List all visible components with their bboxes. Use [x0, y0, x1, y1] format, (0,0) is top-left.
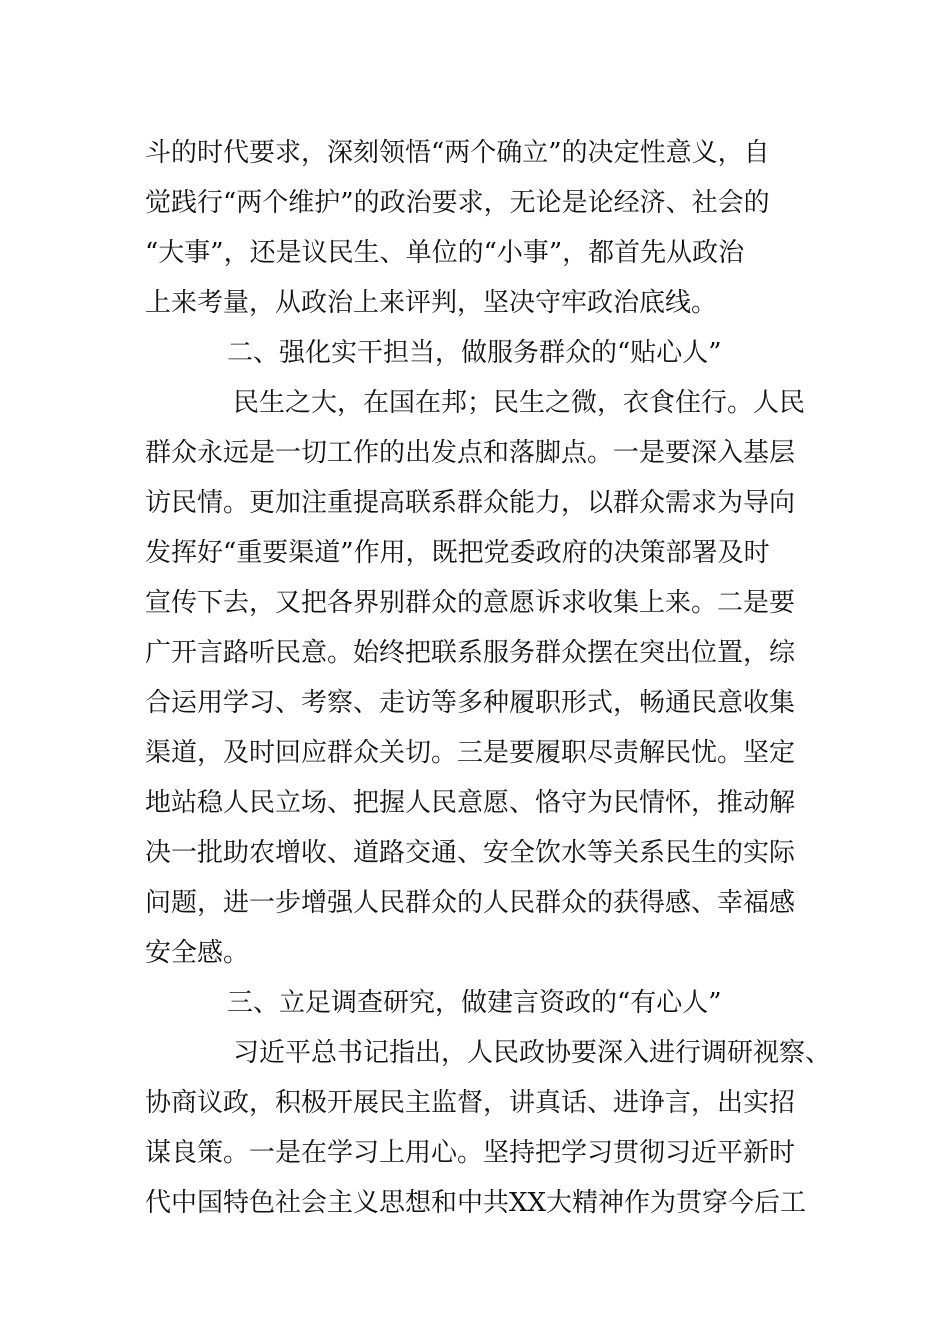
section-heading-3: 三、立足调查研究，做建言资政的“有心人”	[227, 988, 722, 1018]
text-line: 问题，进一步增强人民群众的人民群众的获得感、幸福感	[145, 888, 796, 918]
text-line: 发挥好“重要渠道”作用，既把党委政府的决策部署及时	[145, 538, 770, 568]
text-line: 广开言路听民意。始终把联系服务群众摆在突出位置，综	[145, 638, 796, 668]
text-line: 群众永远是一切工作的出发点和落脚点。一是要深入基层	[145, 438, 796, 468]
text-line: 代中国特色社会主义思想和中共XX大精神作为贯穿今后工	[145, 1188, 807, 1218]
paragraph-first-line: 民生之大，在国在邦；民生之微，衣食住行。人民	[233, 388, 806, 418]
text-line: 渠道，及时回应群众关切。三是要履职尽责解民忧。坚定	[145, 738, 796, 768]
text-line: 斗的时代要求，深刻领悟“两个确立”的决定性意义，自	[145, 138, 770, 168]
text-line: “大事”，还是议民生、单位的“小事”，都首先从政治	[145, 238, 745, 268]
text-line: 决一批助农增收、道路交通、安全饮水等关系民生的实际	[145, 838, 796, 868]
text-line: 觉践行“两个维护”的政治要求，无论是论经济、社会的	[145, 188, 770, 218]
text-line: 安全感。	[145, 938, 250, 968]
text-line: 上来考量，从政治上来评判，坚决守牢政治底线。	[145, 288, 718, 318]
text-line: 谋良策。一是在学习上用心。坚持把学习贯彻习近平新时	[145, 1138, 796, 1168]
text-line: 访民情。更加注重提高联系群众能力，以群众需求为导向	[145, 488, 796, 518]
document-body	[145, 128, 835, 1228]
paragraph-first-line: 习近平总书记指出，人民政协要深入进行调研视察、	[233, 1038, 832, 1068]
text-line: 合运用学习、考察、走访等多种履职形式，畅通民意收集	[145, 688, 796, 718]
text-line: 地站稳人民立场、把握人民意愿、恪守为民情怀，推动解	[145, 788, 796, 818]
text-line: 宣传下去，又把各界别群众的意愿诉求收集上来。二是要	[145, 588, 796, 618]
text-line: 协商议政，积极开展民主监督，讲真话、进诤言，出实招	[145, 1088, 796, 1118]
section-heading-2: 二、强化实干担当，做服务群众的“贴心人”	[227, 338, 722, 368]
